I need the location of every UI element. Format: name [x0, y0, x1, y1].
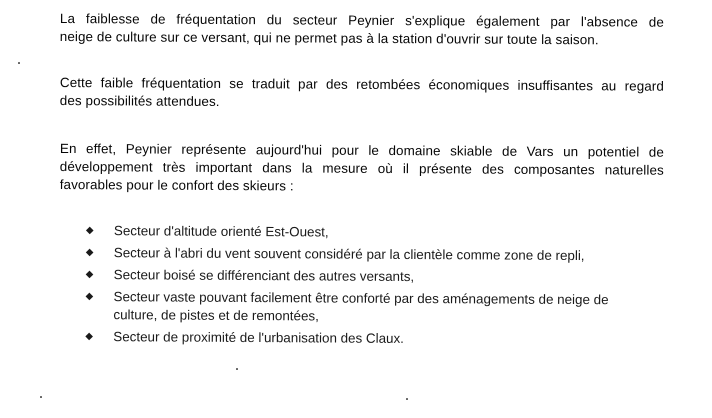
paragraph-line: favorables pour le confort des skieurs : — [59, 176, 294, 194]
list-item-text: Secteur boisé se différenciant des autres versants, — [113, 267, 415, 285]
paragraph-development-potential — [60, 140, 664, 198]
list-item-text: Secteur à l'abri du vent souvent considéré par la clientèle comme zone de repli, — [113, 245, 585, 264]
paragraph-line: neige de culture sur ce versant, qui ne permet pas à la station d'ouvrir sur toute la saison. — [59, 28, 599, 48]
scan-speck — [40, 396, 42, 398]
list-item-text-continued: culture, de pistes et de remontées, — [113, 307, 319, 324]
paragraph-frequentation-weakness — [60, 10, 664, 50]
scan-speck — [236, 368, 238, 370]
advantages-bullet-list — [85, 222, 666, 354]
list-item-text: Secteur vaste pouvant facilement être conforté par des aménagements de neige de — [113, 289, 609, 308]
list-item — [86, 244, 666, 266]
list-item — [86, 222, 666, 244]
paragraph-economic-impact — [60, 74, 664, 114]
list-item-text: Secteur d'altitude orienté Est-Ouest, — [113, 223, 329, 240]
list-item — [86, 266, 666, 288]
list-item-text: Secteur de proximité de l'urbanisation des Claux. — [113, 329, 404, 346]
paragraph-line: développement très important dans la mesure où il présente des composantes naturelles — [59, 158, 664, 178]
paragraph-line: des possibilités attendues. — [59, 92, 220, 109]
diamond-bullet-icon: ◆ — [85, 246, 94, 259]
list-item — [85, 288, 665, 328]
diamond-bullet-icon: ◆ — [85, 330, 94, 343]
scan-speck — [406, 398, 408, 400]
diamond-bullet-icon: ◆ — [85, 224, 94, 237]
scan-speck — [18, 62, 20, 64]
diamond-bullet-icon: ◆ — [85, 268, 94, 281]
paragraph-line: En effet, Peynier représente aujourd'hui pour le domaine skiable de Vars un potentiel de — [59, 140, 664, 160]
paragraph-line: Cette faible fréquentation se traduit par des retombées économiques insuffisantes au regard — [59, 74, 664, 94]
paragraph-line: La faiblesse de fréquentation du secteur Peynier s'explique également par l'absence de — [59, 10, 664, 30]
list-item — [85, 328, 665, 350]
diamond-bullet-icon: ◆ — [85, 290, 94, 303]
